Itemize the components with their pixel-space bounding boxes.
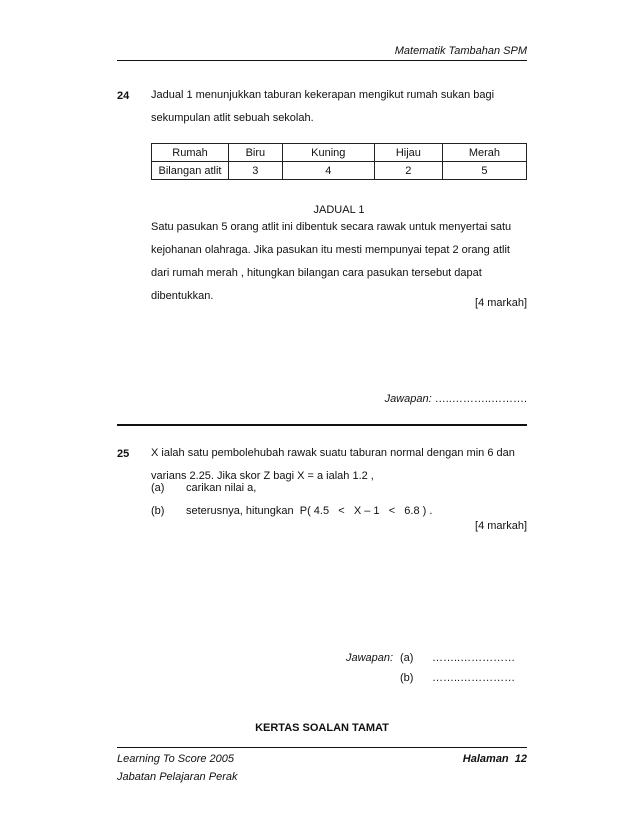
section-divider — [117, 424, 527, 426]
table-cell: Bilangan atlit — [152, 162, 229, 180]
page-number: Halaman 12 — [462, 753, 527, 765]
page-header-title: Matematik Tambahan SPM — [394, 45, 527, 57]
table-header-cell: Biru — [229, 144, 283, 162]
part-a-label: (a) — [151, 482, 165, 494]
answer-b-blank[interactable]: ……..…………… — [432, 672, 516, 684]
answer-a-blank[interactable]: ……..…………… — [432, 652, 516, 664]
end-of-paper-text: KERTAS SOALAN TAMAT — [255, 722, 389, 734]
answer-label: Jawapan: — [384, 393, 432, 405]
part-b-label: (b) — [151, 505, 165, 517]
question-25-line-2: varians 2.25. Jika skor Z bagi X = a ialah 1.2 , — [151, 470, 374, 482]
table-header-cell: Hijau — [374, 144, 442, 162]
header-rule — [117, 60, 527, 61]
table-cell: 5 — [442, 162, 526, 180]
table-cell: 2 — [374, 162, 442, 180]
table-jadual-1 — [151, 143, 527, 180]
question-24-answer — [385, 393, 527, 405]
table-header-cell: Rumah — [152, 144, 229, 162]
answer-blank[interactable]: …..………..………. — [434, 393, 527, 405]
question-24-body-line-1: Satu pasukan 5 orang atlit ini dibentuk secara rawak untuk menyertai satu — [151, 221, 512, 233]
question-24-number: 24 — [117, 90, 130, 102]
table-caption: JADUAL 1 — [313, 204, 365, 216]
question-24-intro — [151, 84, 527, 130]
question-24-body-line-4: dibentukkan. — [151, 290, 214, 302]
table-header-cell: Merah — [442, 144, 526, 162]
table-row — [152, 162, 527, 180]
question-25-marks: [4 markah] — [475, 520, 527, 532]
footer-left-line-2: Jabatan Pelajaran Perak — [117, 771, 238, 783]
part-b-text: seterusnya, hitungkan P( 4.5 < X – 1 < 6.8 ) . — [186, 505, 433, 517]
question-24-intro-line-1: Jadual 1 menunjukkan taburan kekerapan mengikut rumah sukan bagi — [151, 89, 495, 101]
answer-label: Jawapan: — [346, 652, 394, 664]
question-24-marks: [4 markah] — [475, 297, 527, 309]
part-a-text: carikan nilai a, — [186, 482, 257, 494]
question-24-body-line-2: kejohanan olahraga. Jika pasukan itu mesti mempunyai tepat 2 orang atlit — [151, 244, 510, 256]
footer-left-line-1: Learning To Score 2005 — [117, 753, 235, 765]
question-24-body-line-3: dari rumah merah , hitungkan bilangan cara pasukan tersebut dapat — [151, 267, 482, 279]
table-header-row — [152, 144, 527, 162]
question-24-intro-line-2: sekumpulan atlit sebuah sekolah. — [151, 112, 314, 124]
question-25-number: 25 — [117, 448, 130, 460]
question-25-line-1: X ialah satu pembolehubah rawak suatu taburan normal dengan min 6 dan — [151, 447, 515, 459]
table-header-cell: Kuning — [282, 144, 374, 162]
table-cell: 4 — [282, 162, 374, 180]
answer-a-label: (a) — [400, 652, 414, 664]
question-24-body — [151, 216, 527, 308]
footer-rule — [117, 747, 527, 748]
answer-b-label: (b) — [400, 672, 414, 684]
table-cell: 3 — [229, 162, 283, 180]
